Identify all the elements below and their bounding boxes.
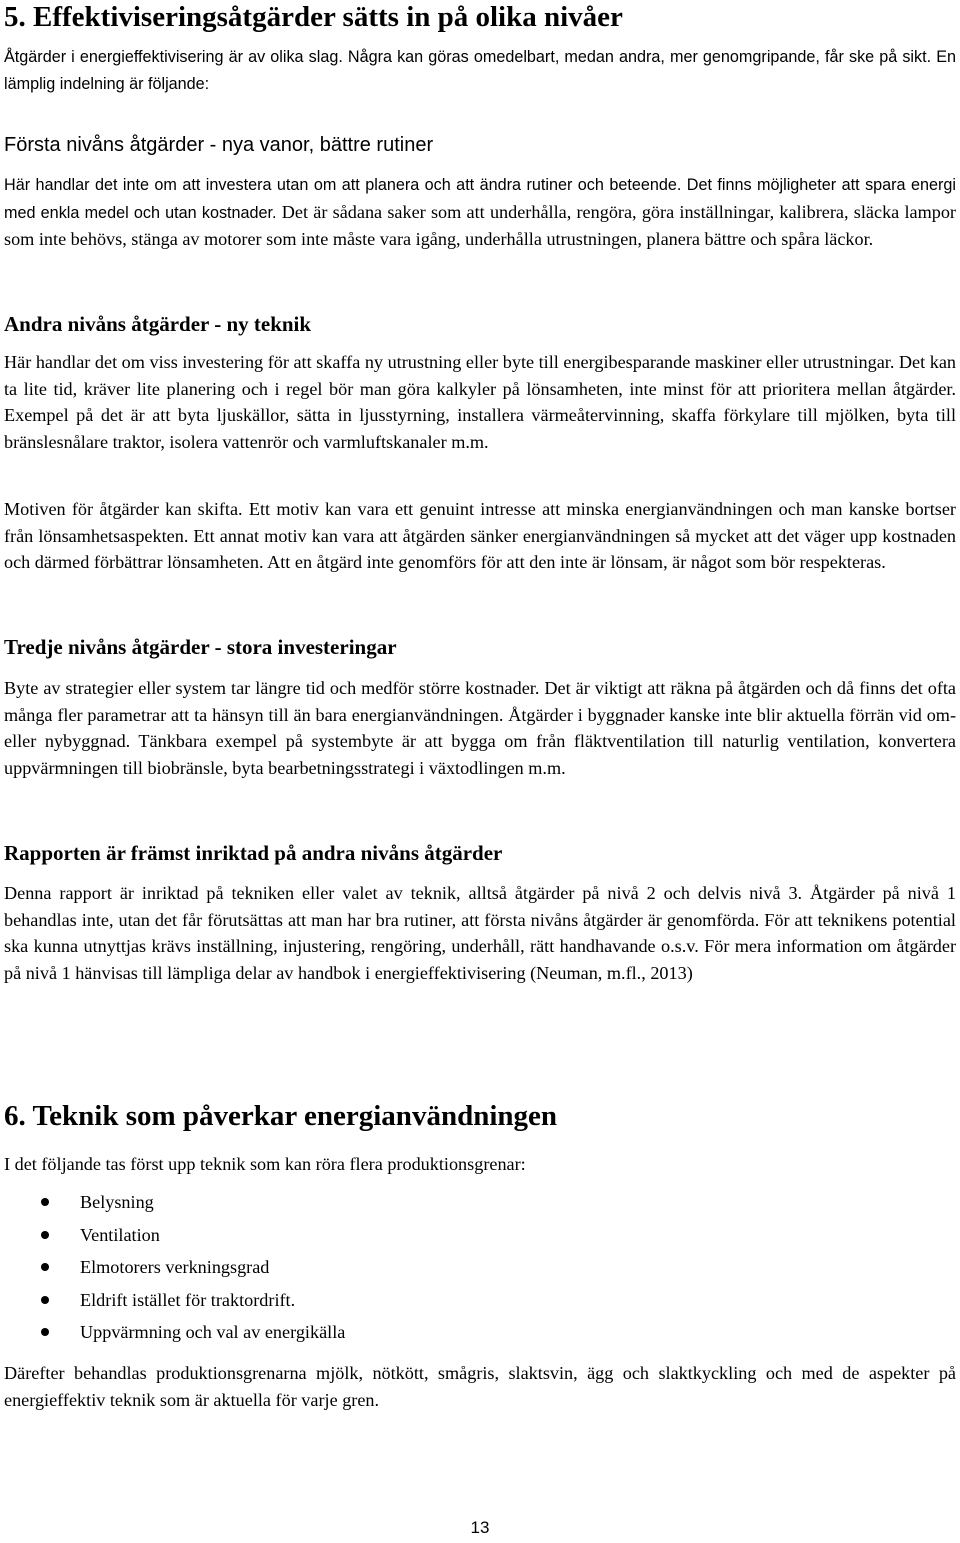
report-heading: Rapporten är främst inriktad på andra nivåns åtgärder: [4, 841, 503, 865]
section-5-heading: 5. Effektiviseringsåtgärder sätts in på olika nivåer: [4, 1, 623, 33]
report-paragraph: Denna rapport är inriktad på tekniken eller valet av teknik, alltså åtgärder på nivå 2 och delvis nivå 3. Åtgärder på nivå 1 behandlas inte, utan det får förutsättas att man har bra rutiner, att första nivåns åtgärder är genomförda. För att teknikens potential ska kunna utnyttjas krävs inställning, injustering, rengöring, underhåll, rätt handhavande o.s.v. För mera information om åtgärder på nivå 1 hänvisas till lämpliga delar av handbok i energieffektivisering (Neuman, m.fl., 2013): [4, 883, 956, 983]
list-item: Elmotorers verkningsgrad: [4, 1254, 956, 1287]
level-3-heading: Tredje nivåns åtgärder - stora investeringar: [4, 635, 397, 659]
bullet-icon: [41, 1328, 49, 1336]
level-1-heading: Första nivåns åtgärder - nya vanor, bättre rutiner: [4, 134, 434, 156]
level-2-paragraph-1: Här handlar det om viss investering för att skaffa ny utrustning eller byte till energibesparande maskiner eller utrustningar. Det kan ta lite tid, kräver lite planering och i regel bör man göra kalkyler på lönsamheten, inte minst för att prioritera mellan åtgärder. Exempel på det är att byta ljuskällor, sätta in ljusstyrning, installera värmeåtervinning, skaffa förkylare till mjölken, byta till bränslesnålare traktor, isolera vattenrör och varmluftskanaler m.m.: [4, 352, 956, 452]
section-6-outro: Därefter behandlas produktionsgrenarna mjölk, nötkött, smågris, slaktsvin, ägg och slaktkyckling och med de aspekter på energieffektiv teknik som är aktuella för varje gren.: [4, 1363, 956, 1410]
level-1-text-a: Här handlar det inte om att investera utan om att planera och att ändra rutiner och beteende. Det finns möjligheter att spara energi med enkla medel och utan kostnader.: [4, 176, 956, 222]
list-item: Eldrift istället för traktordrift.: [4, 1287, 956, 1320]
level-2-heading: Andra nivåns åtgärder - ny teknik: [4, 312, 312, 336]
section-5-intro: Åtgärder i energieffektivisering är av olika slag. Några kan göras omedelbart, medan andra, mer genomgripande, får ske på sikt. En lämplig indelning är följande:: [4, 48, 956, 93]
page-number: 13: [470, 1518, 490, 1537]
list-item: Uppvärmning och val av energikälla: [4, 1319, 956, 1352]
level-1-paragraph: [4, 172, 956, 254]
bullet-icon: [41, 1263, 49, 1271]
bullet-icon: [41, 1231, 49, 1239]
bullet-icon: [41, 1198, 49, 1206]
technology-list: [4, 1189, 956, 1352]
section-6-intro: I det följande tas först upp teknik som kan röra flera produktionsgrenar:: [4, 1154, 526, 1174]
level-2-paragraph-2: Motiven för åtgärder kan skifta. Ett motiv kan vara ett genuint intresse att minska energianvändningen och man kanske bortser från lönsamhetsaspekten. Ett annat motiv kan vara att åtgärden sänker energianvändningen så mycket att det väger upp kostnaden och därmed förbättrar lönsamheten. Att en åtgärd inte genomförs för att den inte är lönsam, är något som bör respekteras.: [4, 499, 956, 572]
level-1-text-b: Det är sådana saker som att underhålla, rengöra, göra inställningar, kalibrera, släcka lampor som inte behövs, stänga av motorer som inte måste vara igång, underhålla utrustningen, planera bättre och spåra läckor.: [4, 201, 956, 249]
list-item: Ventilation: [4, 1222, 956, 1255]
level-3-paragraph: Byte av strategier eller system tar längre tid och medför större kostnader. Det är viktigt att räkna på åtgärden och då finns det ofta många fler parametrar att ta hänsyn till än bara energianvändningen. Åtgärder i byggnader kanske inte blir aktuella förrän vid om- eller nybyggnad. Tänkbara exempel på systembyte är att bygga om från fläktventilation till naturlig ventilation, konvertera uppvärmningen till biobränsle, byta bearbetningsstrategi i växtodlingen m.m.: [4, 678, 956, 778]
bullet-icon: [41, 1296, 49, 1304]
section-6-heading: 6. Teknik som påverkar energianvändningen: [4, 1100, 558, 1132]
list-item: Belysning: [4, 1189, 956, 1222]
